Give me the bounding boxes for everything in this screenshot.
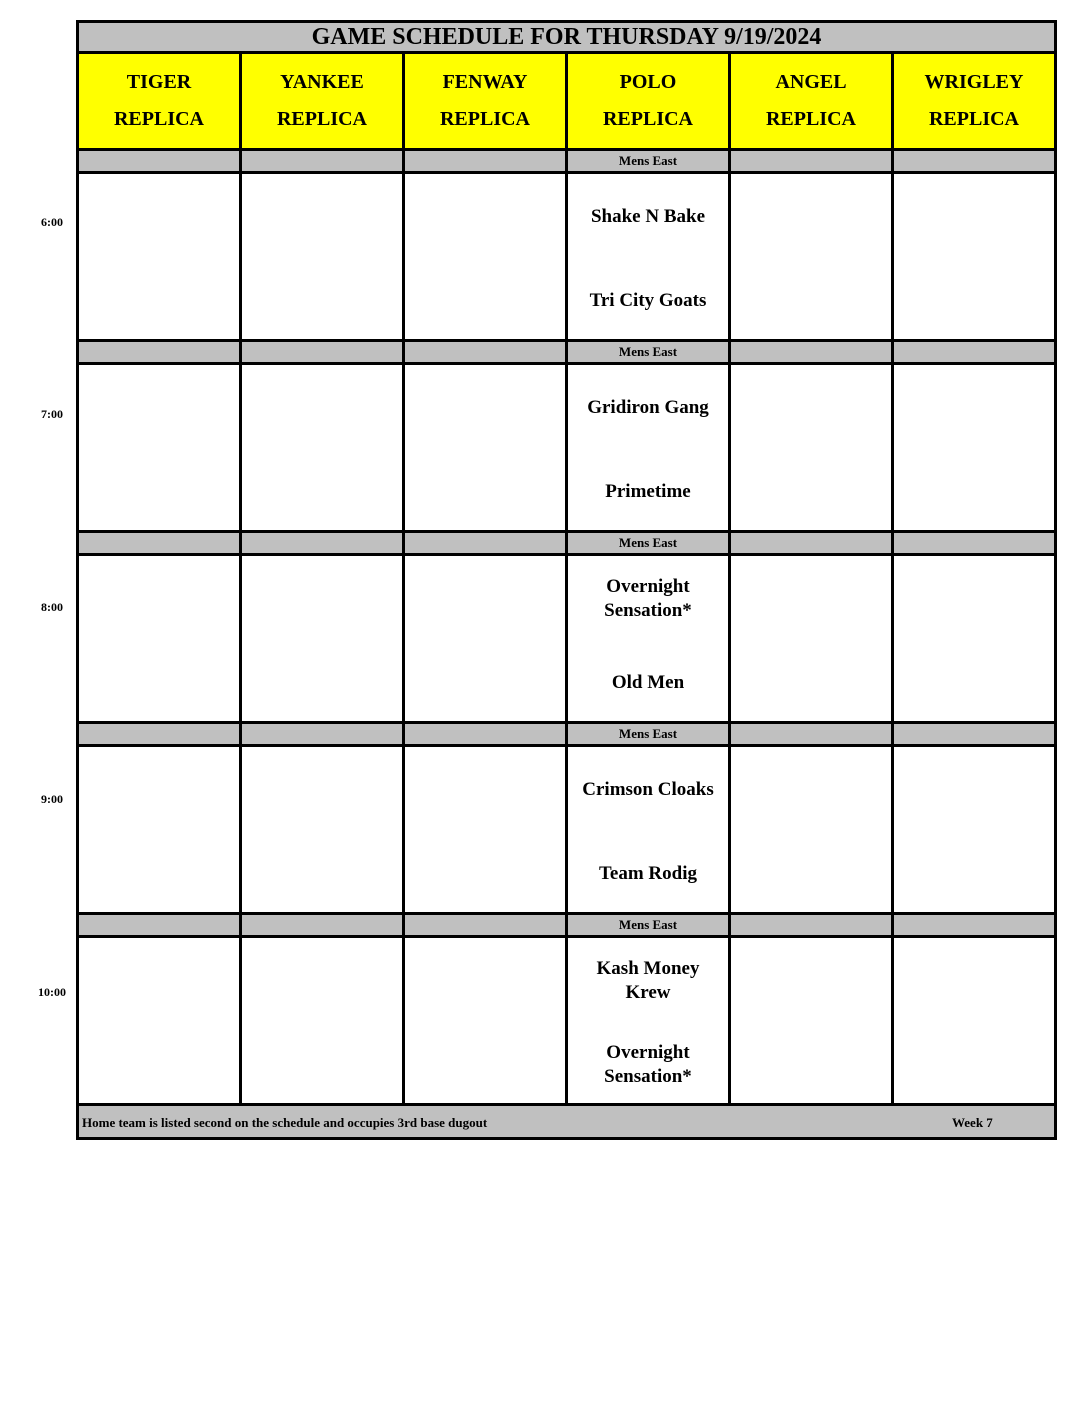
field-name: WRIGLEY [924, 71, 1024, 93]
game-cell [891, 935, 1057, 1106]
game-cell [239, 744, 405, 915]
game-cell [565, 171, 731, 342]
game-cell [76, 935, 242, 1106]
game-cell [402, 935, 568, 1106]
game-cell [76, 171, 242, 342]
game-row [76, 553, 1057, 724]
game-cell [239, 171, 405, 342]
game-cell [565, 744, 731, 915]
time-label-6: 6:00 [41, 215, 63, 229]
game-cell [402, 744, 568, 915]
game-cell [402, 553, 568, 724]
field-header-angel [728, 51, 894, 151]
schedule-footer [76, 1103, 1057, 1140]
game-row [76, 935, 1057, 1106]
game-cell [239, 935, 405, 1106]
division-cell: Mens East [565, 339, 731, 365]
game-cell [565, 553, 731, 724]
field-name: TIGER [126, 71, 192, 93]
home-team: Overnight Sensation* [604, 1042, 692, 1087]
home-team: Team Rodig [598, 863, 697, 884]
division-cell: Mens East [565, 530, 731, 556]
schedule-table [76, 20, 1057, 1140]
game-cell [728, 362, 894, 533]
field-header-yankee [239, 51, 405, 151]
field-name: YANKEE [280, 71, 364, 93]
week-label: Week 7 [952, 1115, 993, 1130]
game-cell [728, 553, 894, 724]
field-header-polo [565, 51, 731, 151]
game-cell [76, 553, 242, 724]
game-cell [76, 362, 242, 533]
game-cell [728, 171, 894, 342]
field-header-fenway [402, 51, 568, 151]
field-subname: REPLICA [765, 108, 856, 130]
game-cell [891, 744, 1057, 915]
field-subname: REPLICA [602, 108, 693, 130]
game-cell [891, 171, 1057, 342]
game-cell [76, 744, 242, 915]
home-team: Primetime [605, 481, 691, 502]
away-team: Crimson Cloaks [582, 779, 714, 800]
game-row [76, 362, 1057, 533]
field-subname: REPLICA [439, 108, 530, 130]
home-team: Tri City Goats [589, 290, 707, 311]
away-team: Overnight Sensation* [604, 576, 692, 621]
division-cell: Mens East [565, 148, 731, 174]
game-cell [239, 362, 405, 533]
time-label-7: 7:00 [41, 407, 63, 421]
game-row [76, 171, 1057, 342]
game-cell [402, 362, 568, 533]
field-header-row [76, 51, 1057, 151]
game-cell [891, 362, 1057, 533]
away-team: Gridiron Gang [587, 397, 709, 418]
field-header-wrigley [891, 51, 1057, 151]
division-cell: Mens East [565, 721, 731, 747]
field-subname: REPLICA [928, 108, 1019, 130]
time-label-10: 10:00 [38, 985, 66, 999]
game-cell [728, 935, 894, 1106]
game-cell [402, 171, 568, 342]
game-cell [565, 362, 731, 533]
game-cell [565, 935, 731, 1106]
game-cell [728, 744, 894, 915]
home-team: Old Men [611, 672, 685, 693]
away-team: Kash Money Krew [596, 958, 700, 1003]
game-cell [239, 553, 405, 724]
field-name: POLO [619, 71, 677, 93]
time-label-8: 8:00 [41, 600, 63, 614]
game-row [76, 744, 1057, 915]
home-team-note: Home team is listed second on the schedule and occupies 3rd base dugout [82, 1115, 488, 1130]
field-name: ANGEL [775, 71, 847, 93]
time-label-9: 9:00 [41, 792, 63, 806]
game-cell [891, 553, 1057, 724]
field-header-tiger [76, 51, 242, 151]
away-team: Shake N Bake [590, 206, 706, 227]
division-cell: Mens East [565, 912, 731, 938]
field-subname: REPLICA [276, 108, 367, 130]
field-subname: REPLICA [113, 108, 204, 130]
field-name: FENWAY [442, 71, 528, 93]
schedule-title: GAME SCHEDULE FOR THURSDAY 9/19/2024 [76, 20, 1057, 54]
